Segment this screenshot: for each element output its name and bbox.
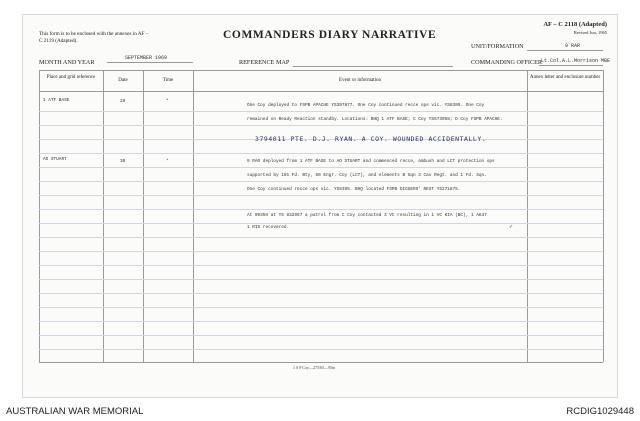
col-divider-date	[143, 70, 144, 362]
handwritten-note: 3794011 PTE. D.J. RYAN. A COY. WOUNDED ACCIDENTALLY.	[255, 135, 487, 143]
entry-line: One Coy continued recce ops vic. YS8395. BHQ located FSPB DIGGERS' REST YS271875.	[247, 187, 461, 192]
table-bottom-rule	[39, 362, 603, 363]
form-number: AF – C 2118 (Adapted)	[543, 21, 607, 28]
reference-map-underline	[293, 66, 453, 67]
officer-label: COMMANDING OFFICER	[471, 59, 542, 66]
table-left-border	[39, 70, 40, 362]
entry-place: AO STUART	[43, 157, 67, 162]
archive-name: AUSTRALIAN WAR MEMORIAL	[6, 406, 144, 417]
col-header-annex: Annex letter and enclosure number	[529, 75, 601, 80]
col-header-event: Event or information	[339, 78, 381, 83]
form-instruction: This form is to be enclosed with the annexes in AF – C 2119 (Adapted).	[39, 31, 149, 44]
header-bottom-rule	[39, 91, 603, 92]
col-divider-place	[103, 70, 104, 362]
unit-label: UNIT/FORMATION	[471, 43, 524, 50]
entry-time: *	[166, 159, 169, 164]
officer-underline	[539, 65, 603, 66]
entry-date: 30	[120, 159, 126, 164]
entry-time: *	[166, 99, 169, 104]
revised-date: Revised Jun, 1965	[573, 30, 607, 35]
col-header-time: Time	[162, 78, 174, 83]
print-reference: 1 S P Coy—275/65—95m	[293, 365, 336, 370]
col-header-date: Date	[118, 78, 128, 83]
table-right-border	[603, 70, 604, 362]
entry-place: 1 ATF BASE	[43, 98, 70, 103]
header-top-rule	[39, 70, 603, 71]
page-title: COMMANDERS DIARY NARRATIVE	[223, 29, 437, 41]
month-value: SEPTEMBER 1969	[125, 55, 168, 61]
check-mark-icon: ✓	[509, 225, 514, 230]
entry-line: 1 RIS recovered.	[247, 225, 290, 230]
col-divider-time	[193, 70, 194, 362]
entry-line: 9 RAR deployed from 1 ATF BASE to AO STUART and commenced recce, ambush and LCT protection ops	[247, 159, 495, 164]
entry-line: At 0935H at YS 832957 a patrol from C Coy contacted 3 VC resulting in 1 VC KIA (BC), 1 AK47	[247, 213, 487, 218]
month-underline	[107, 62, 193, 63]
col-header-place: Place and grid reference	[46, 75, 96, 80]
month-label: MONTH AND YEAR	[39, 59, 95, 66]
reference-map-label: REFERENCE MAP	[239, 59, 290, 66]
officer-value: Lt.Col.A.L.Morrison MBE	[541, 58, 611, 64]
archive-reference: RCDIG1029448	[566, 406, 634, 417]
unit-underline	[527, 50, 603, 51]
unit-value: 9 RAR	[565, 43, 581, 49]
entry-line: supported by 101 Fd. Bty, 60 Engr. Coy (LCT), and elements B Sqn 3 Cav Regt. and 1 Fd. Sqn.	[247, 173, 487, 178]
entry-date: 29	[120, 99, 126, 104]
entry-line: remained on Ready Reaction standby. Locations: BHQ 1 ATF BASE; C Coy YS673958; D Coy FSPB APACHE.	[247, 117, 503, 122]
entry-line: One Coy deployed to FSPB APACHE YS397877. One Coy continued recce ops vic. YS8395. One Coy	[247, 103, 485, 108]
col-divider-event	[527, 70, 528, 362]
diary-sheet	[22, 14, 618, 398]
